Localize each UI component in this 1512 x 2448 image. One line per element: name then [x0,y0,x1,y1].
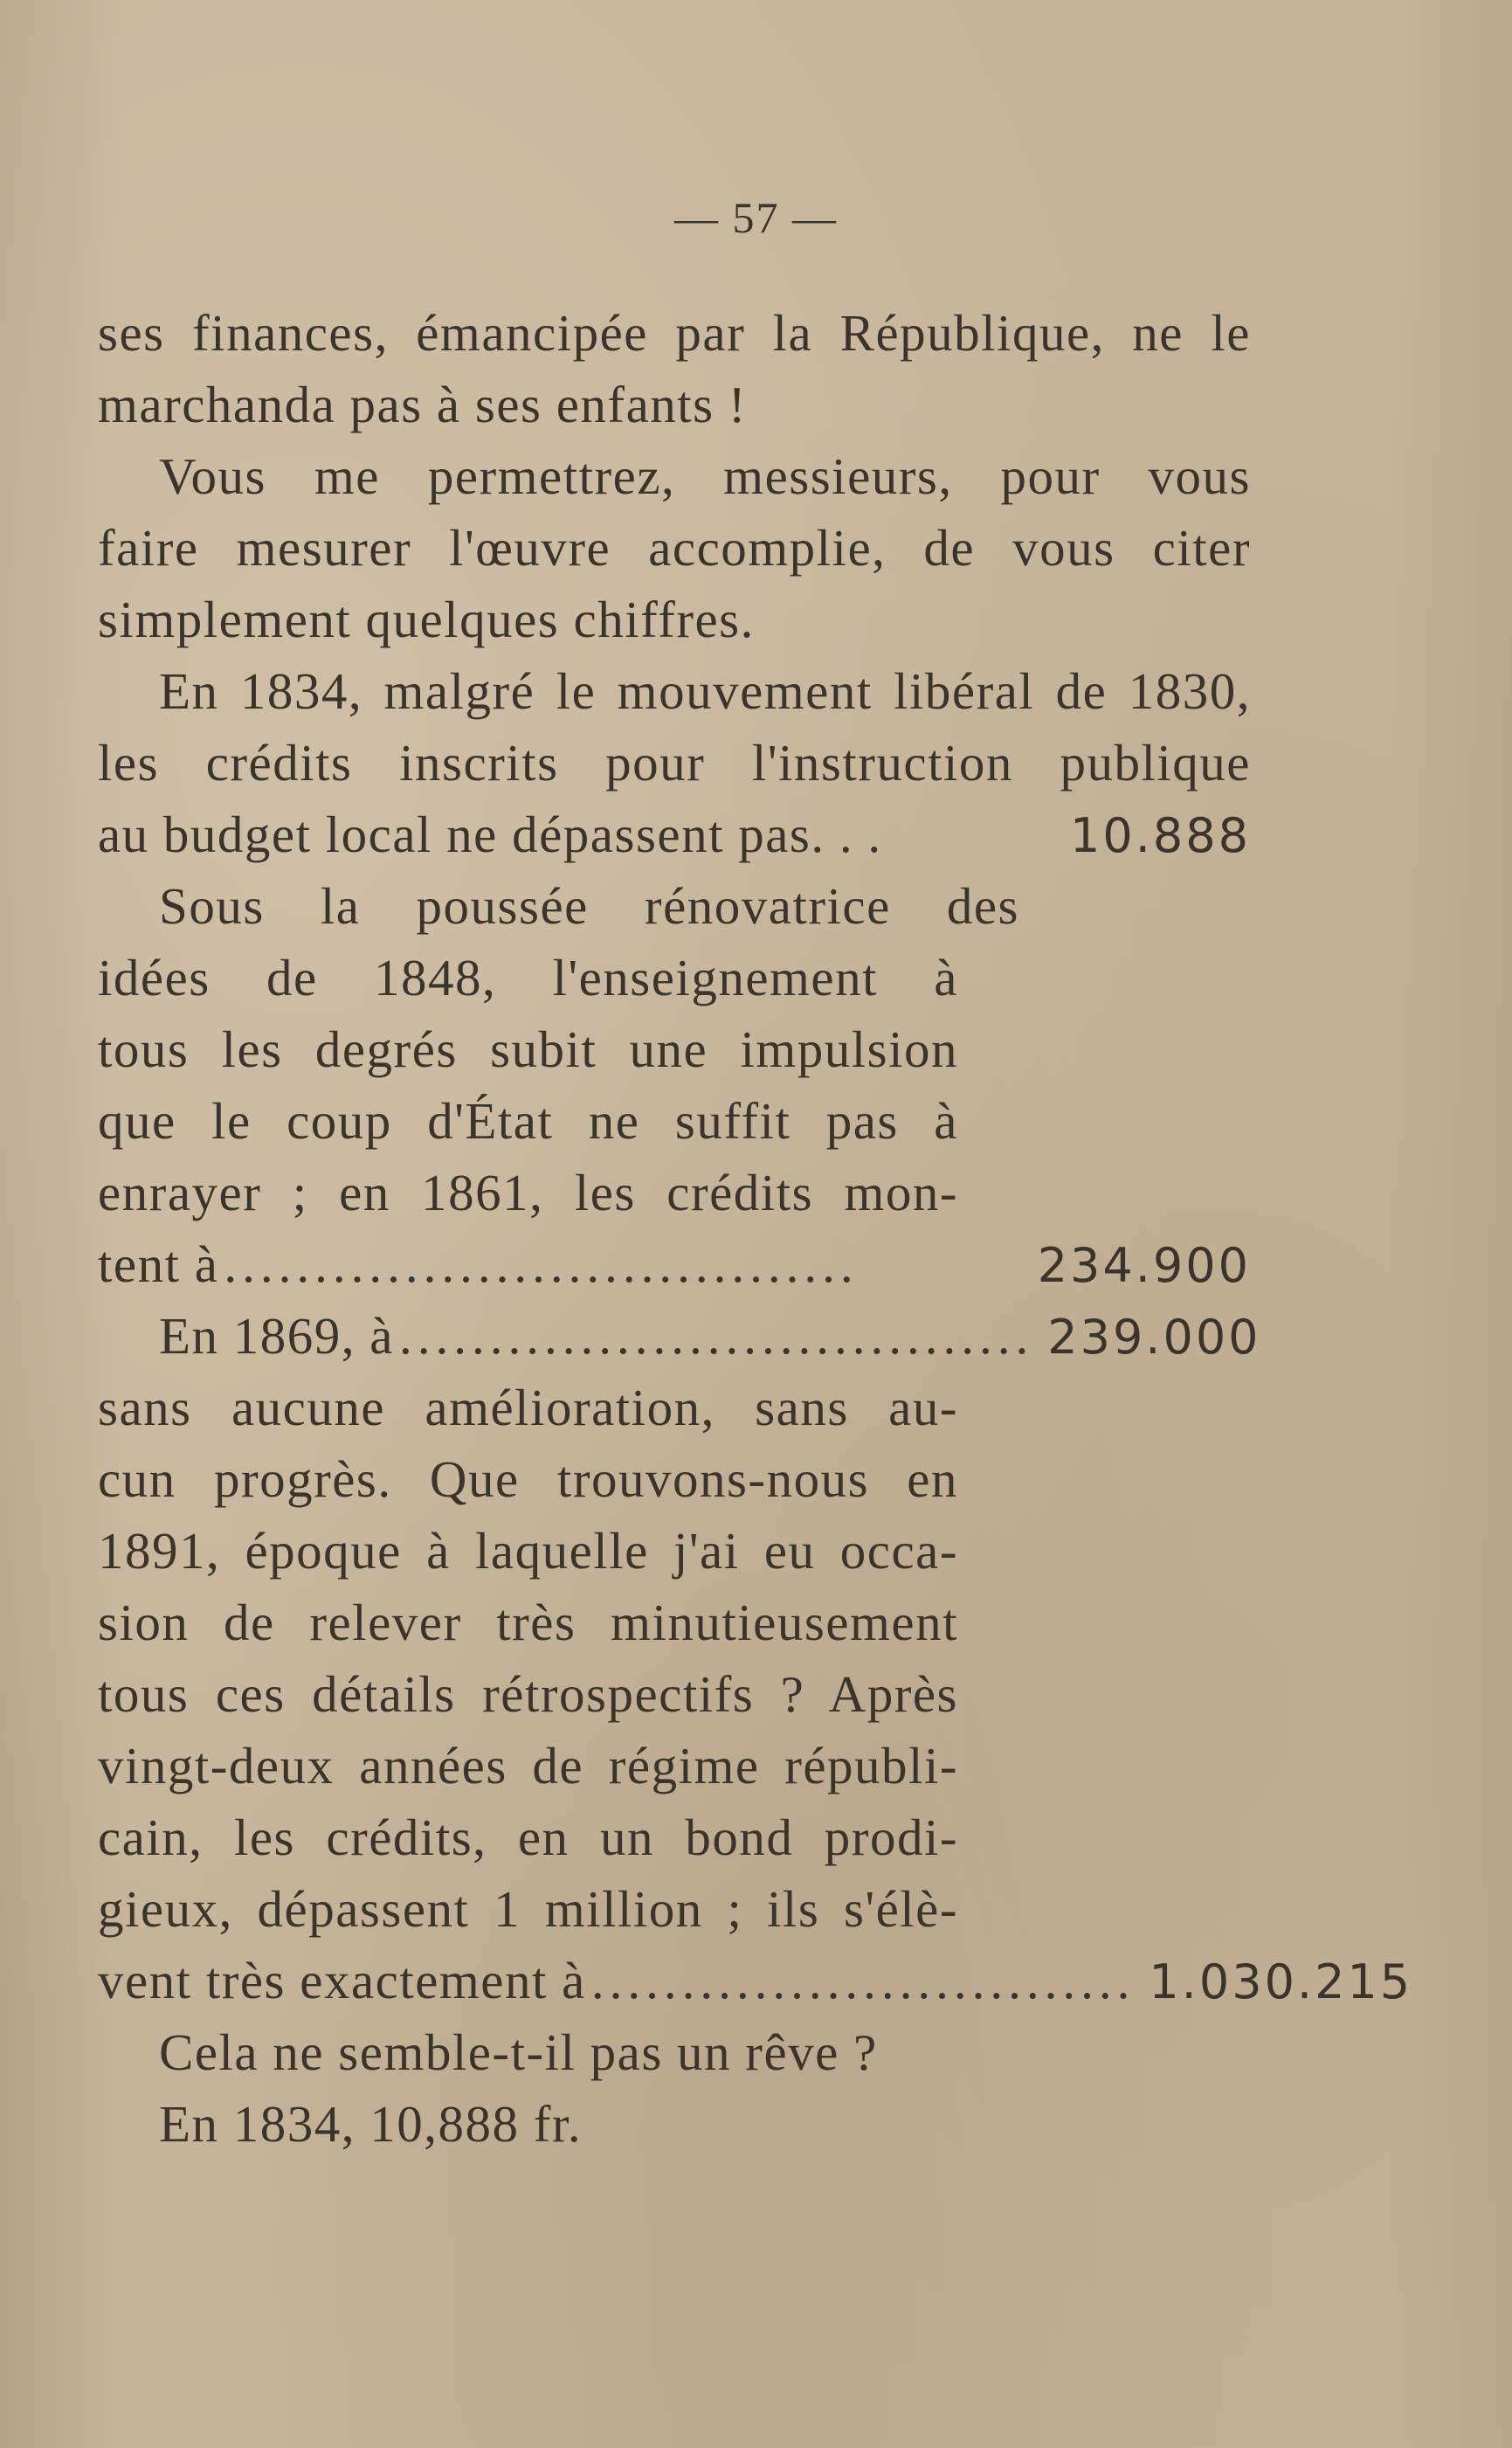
credit-amount: 239.000 [1047,1310,1261,1365]
text-line: tous ces détails rétrospectifs ? Après [98,1665,958,1723]
text-line: cun progrès. Que trouvons-nous en [98,1450,958,1508]
text-line: simplement quelques chiffres. [98,591,755,648]
credit-amount: 10.888 [1070,808,1251,863]
text-line: marchanda pas à ses enfants ! [98,376,748,433]
text-line: vingt-deux années de régime républi- [98,1737,958,1795]
text-line: faire mesurer l'œuvre accomplie, de vous citer [98,519,1251,577]
credit-amount: 234.900 [1037,1238,1251,1293]
credit-label: tent à [98,1235,219,1293]
credit-row-1834 [98,799,1251,870]
text-line: enrayer ; en 1861, les crédits mon- [98,1164,958,1221]
credit-label: En 1869, à [159,1307,394,1365]
text-line: que le coup d'État ne suffit pas à [98,1092,958,1150]
page-number: — 57 — [674,193,838,242]
text-line: tous les degrés subit une impulsion [98,1020,958,1078]
text-line: cain, les crédits, en un bond prodi- [98,1808,958,1866]
text-line: ses finances, émancipée par la République, ne le [98,304,1251,362]
credit-amount: 1.030.215 [1149,1954,1413,2009]
text-line: sion de relever très minutieusement [98,1594,958,1651]
credit-label: au budget local ne dépassent pas. . . [98,806,882,863]
credit-row-1891 [98,1945,1413,2016]
text-line: les crédits inscrits pour l'instruction publique [98,734,1251,792]
text-line: 1891, époque à laquelle j'ai eu occa- [98,1522,958,1580]
dot-leader: ................................... [398,1307,1034,1365]
dot-leader: .............................. [590,1952,1136,2009]
text-line: idées de 1848, l'enseignement à [98,949,958,1006]
text-line: En 1834, 10,888 fr. [159,2095,583,2153]
body-text [98,297,1413,2160]
text-line: Vous me permettrez, messieurs, pour vous [159,447,1251,505]
text-line: Cela ne semble-t-il pas un rêve ? [159,2023,878,2081]
credit-row-1869 [98,1300,1261,1372]
text-line: En 1834, malgré le mouvement libéral de 1830, [159,662,1251,720]
credit-label: vent très exactement à [98,1952,586,2009]
text-line: gieux, dépassent 1 million ; ils s'élè- [98,1880,958,1938]
text-line: sans aucune amélioration, sans au- [98,1379,958,1436]
credit-row-1861 [98,1228,1251,1300]
dot-leader: ................................... [224,1235,859,1293]
text-line: Sous la poussée rénovatrice des [159,877,1019,935]
